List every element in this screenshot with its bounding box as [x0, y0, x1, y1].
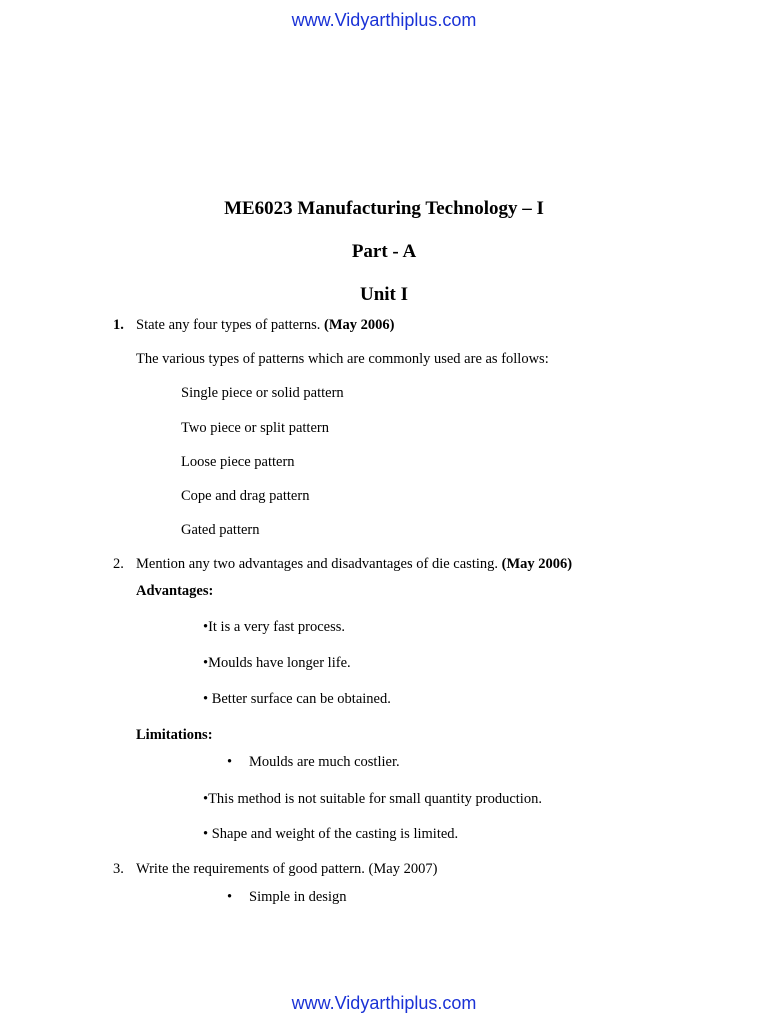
question-1-intro: The various types of patterns which are commonly used are as follows: — [136, 351, 549, 367]
limitation-item: • Shape and weight of the casting is limited. — [203, 826, 459, 842]
advantage-item: •Moulds have longer life. — [203, 655, 351, 671]
question-1-tag: (May 2006) — [324, 317, 395, 333]
bullet-icon: • — [203, 655, 209, 671]
limitations-heading: Limitations: — [136, 727, 213, 743]
bullet-icon: • — [227, 889, 233, 905]
advantage-item: • Better surface can be obtained. — [203, 691, 391, 707]
advantage-item: •It is a very fast process. — [203, 619, 345, 635]
question-2-text — [136, 555, 572, 573]
part-heading: Part - A — [351, 241, 417, 262]
question-1-number: 1. — [113, 317, 124, 333]
bullet-icon: • — [227, 754, 233, 770]
document-title: ME6023 Manufacturing Technology – I — [224, 198, 544, 219]
pattern-item: Loose piece pattern — [181, 454, 295, 470]
advantages-heading: Advantages: — [136, 583, 214, 599]
question-3-number: 3. — [113, 861, 124, 877]
footer-site-link[interactable]: www.Vidyarthiplus.com — [291, 993, 477, 1013]
limitation-item: Moulds are much costlier. — [249, 754, 400, 770]
question-1-prompt: State any four types of patterns. — [136, 317, 321, 333]
question-1-text — [136, 316, 395, 334]
pattern-item: Single piece or solid pattern — [181, 385, 344, 401]
pattern-item: Two piece or split pattern — [181, 420, 329, 436]
bullet-icon: • — [203, 619, 209, 635]
header-site-link[interactable]: www.Vidyarthiplus.com — [291, 10, 477, 30]
question-2-prompt: Mention any two advantages and disadvantages of die casting. — [136, 556, 498, 572]
limitation-item: •This method is not suitable for small quantity production. — [203, 791, 542, 807]
question-2-tag: (May 2006) — [501, 556, 573, 572]
bullet-icon: • — [203, 691, 209, 707]
bullet-icon: • — [203, 791, 209, 807]
question-3-text: Write the requirements of good pattern. (May 2007) — [136, 861, 438, 877]
pattern-item: Gated pattern — [181, 522, 260, 538]
requirement-item: Simple in design — [249, 889, 347, 905]
pattern-item: Cope and drag pattern — [181, 488, 310, 504]
bullet-icon: • — [203, 826, 209, 842]
unit-heading: Unit I — [359, 284, 409, 305]
question-2-number: 2. — [113, 556, 124, 572]
